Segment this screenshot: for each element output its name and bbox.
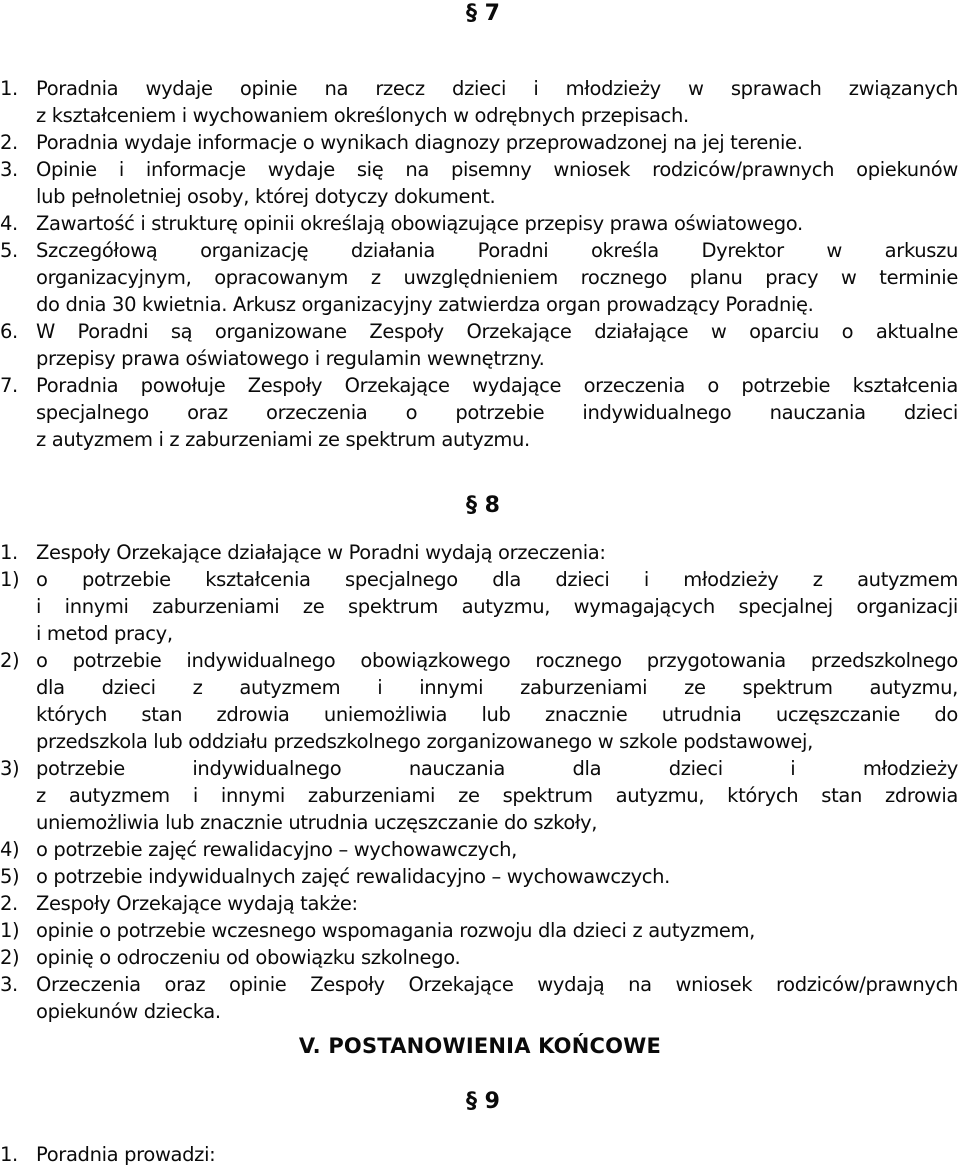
text-line <box>0 237 958 264</box>
item-text: opinię o odroczeniu od obowiązku szkolnego. <box>36 946 461 969</box>
section-7-heading: § 7 <box>466 1 500 26</box>
item-text: Poradnia wydaje informacje o wynikach diagnozy przeprowadzonej na jej terenie. <box>36 131 803 154</box>
text-line <box>0 345 958 372</box>
item-text: Szczegółową organizację działania Poradni określa Dyrektor w arkuszu <box>36 239 958 262</box>
list-item <box>0 836 958 863</box>
text-line <box>0 593 958 620</box>
item-number: 5. <box>0 239 18 262</box>
item-text: uniemożliwia lub znacznie utrudnia uczęszczanie do szkoły, <box>36 811 598 834</box>
text-line <box>0 75 958 102</box>
item-number: 1. <box>0 77 18 100</box>
text-line <box>0 890 958 917</box>
text-line <box>0 755 958 782</box>
list-item <box>0 129 958 156</box>
item-text: Poradnia wydaje opinie na rzecz dzieci i młodzieży w sprawach związanych <box>36 77 958 100</box>
text-line <box>0 210 958 237</box>
item-number: 1. <box>0 541 18 564</box>
text-line <box>0 971 958 998</box>
text-line <box>0 291 958 318</box>
list-item <box>0 971 958 1025</box>
text-line <box>0 998 958 1025</box>
item-text: których stan zdrowia uniemożliwia lub znacznie utrudnia uczęszczanie do <box>36 703 958 726</box>
list-item <box>0 917 958 944</box>
list-item <box>0 1141 958 1168</box>
item-number: 2) <box>0 649 20 672</box>
item-number: 2) <box>0 946 20 969</box>
item-text: Opinie i informacje wydaje się na pisemny wniosek rodziców/prawnych opiekunów <box>36 158 958 181</box>
item-text: z autyzmem i z zaburzeniami ze spektrum autyzmu. <box>36 428 530 451</box>
text-line <box>0 129 958 156</box>
list-item <box>0 156 958 210</box>
section8-paragraphs <box>0 539 958 1025</box>
text-line <box>0 318 958 345</box>
section-8-heading: § 8 <box>466 493 500 518</box>
list-item <box>0 890 958 917</box>
item-text: Zespoły Orzekające wydają także: <box>36 892 358 915</box>
item-text: o potrzebie indywidualnych zajęć rewalidacyjno – wychowawczych. <box>36 865 671 888</box>
list-item <box>0 237 958 318</box>
item-number: 3. <box>0 973 18 996</box>
item-text: organizacyjnym, opracowanym z uwzględnieniem rocznego planu pracy w terminie <box>36 266 958 289</box>
item-text: do dnia 30 kwietnia. Arkusz organizacyjny zatwierdza organ prowadzący Poradnię. <box>36 293 814 316</box>
text-line <box>0 863 958 890</box>
item-text: specjalnego oraz orzeczenia o potrzebie indywidualnego nauczania dzieci <box>36 401 958 424</box>
text-line <box>0 399 958 426</box>
list-item <box>0 647 958 755</box>
list-item <box>0 372 958 453</box>
item-number: 2. <box>0 892 18 915</box>
item-number: 1) <box>0 568 20 591</box>
item-number: 1) <box>0 919 20 942</box>
text-line <box>0 539 958 566</box>
item-text: o potrzebie kształcenia specjalnego dla dzieci i młodzieży z autyzmem <box>36 568 958 591</box>
item-text: i innymi zaburzeniami ze spektrum autyzmu, wymagających specjalnej organizacji <box>36 595 958 618</box>
item-text: o potrzebie indywidualnego obowiązkowego rocznego przygotowania przedszkolnego <box>36 649 958 672</box>
item-number: 3. <box>0 158 18 181</box>
text-line <box>0 917 958 944</box>
item-number: 7. <box>0 374 18 397</box>
text-line <box>0 183 958 210</box>
text-line <box>0 566 958 593</box>
item-text: Poradnia prowadzi: <box>36 1143 216 1166</box>
section9-paragraphs <box>0 1141 958 1168</box>
item-text: dla dzieci z autyzmem i innymi zaburzeniami ze spektrum autyzmu, <box>36 676 958 699</box>
text-line <box>0 156 958 183</box>
item-text: z autyzmem i innymi zaburzeniami ze spektrum autyzmu, których stan zdrowia <box>36 784 958 807</box>
list-item <box>0 755 958 836</box>
item-text: Orzeczenia oraz opinie Zespoły Orzekające wydają na wniosek rodziców/prawnych <box>36 973 958 996</box>
text-line <box>0 782 958 809</box>
list-item <box>0 539 958 566</box>
text-line <box>0 809 958 836</box>
text-line <box>0 674 958 701</box>
list-item <box>0 863 958 890</box>
item-text: W Poradni są organizowane Zespoły Orzekające działające w oparciu o aktualne <box>36 320 958 343</box>
item-text: o potrzebie zajęć rewalidacyjno – wychowawczych, <box>36 838 517 861</box>
item-text: i metod pracy, <box>36 622 173 645</box>
item-number: 5) <box>0 865 20 888</box>
item-text: Zawartość i strukturę opinii określają obowiązujące przepisy prawa oświatowego. <box>36 212 803 235</box>
text-line <box>0 264 958 291</box>
item-number: 1. <box>0 1143 18 1166</box>
item-text: Poradnia powołuje Zespoły Orzekające wydające orzeczenia o potrzebie kształcenia <box>36 374 958 397</box>
list-item <box>0 944 958 971</box>
text-line <box>0 944 958 971</box>
text-line <box>0 836 958 863</box>
list-item <box>0 318 958 372</box>
text-line <box>0 701 958 728</box>
item-number: 2. <box>0 131 18 154</box>
item-number: 3) <box>0 757 20 780</box>
item-text: z kształceniem i wychowaniem określonych w odrębnych przepisach. <box>36 104 689 127</box>
list-item <box>0 75 958 129</box>
list-item <box>0 210 958 237</box>
item-number: 4) <box>0 838 20 861</box>
item-text: opinie o potrzebie wczesnego wspomagania rozwoju dla dzieci z autyzmem, <box>36 919 755 942</box>
text-line <box>0 102 958 129</box>
text-line <box>0 647 958 674</box>
item-text: lub pełnoletniej osoby, której dotyczy dokument. <box>36 185 496 208</box>
item-number: 6. <box>0 320 18 343</box>
item-text: przedszkola lub oddziału przedszkolnego zorganizowanego w szkole podstawowej, <box>36 730 813 753</box>
item-text: potrzebie indywidualnego nauczania dla dzieci i młodzieży <box>36 757 958 780</box>
item-text: przepisy prawa oświatowego i regulamin wewnętrzny. <box>36 347 545 370</box>
text-line <box>0 728 958 755</box>
item-text: opiekunów dziecka. <box>36 1000 221 1023</box>
text-line <box>0 620 958 647</box>
text-line <box>0 426 958 453</box>
text-line <box>0 372 958 399</box>
section7-paragraphs <box>0 75 958 453</box>
item-number: 4. <box>0 212 18 235</box>
section-9-heading: § 9 <box>466 1089 500 1114</box>
item-text: Zespoły Orzekające działające w Poradni wydają orzeczenia: <box>36 541 606 564</box>
text-line <box>0 1141 958 1168</box>
list-item <box>0 566 958 647</box>
chapter-heading: V. POSTANOWIENIA KOŃCOWE <box>298 1034 662 1058</box>
